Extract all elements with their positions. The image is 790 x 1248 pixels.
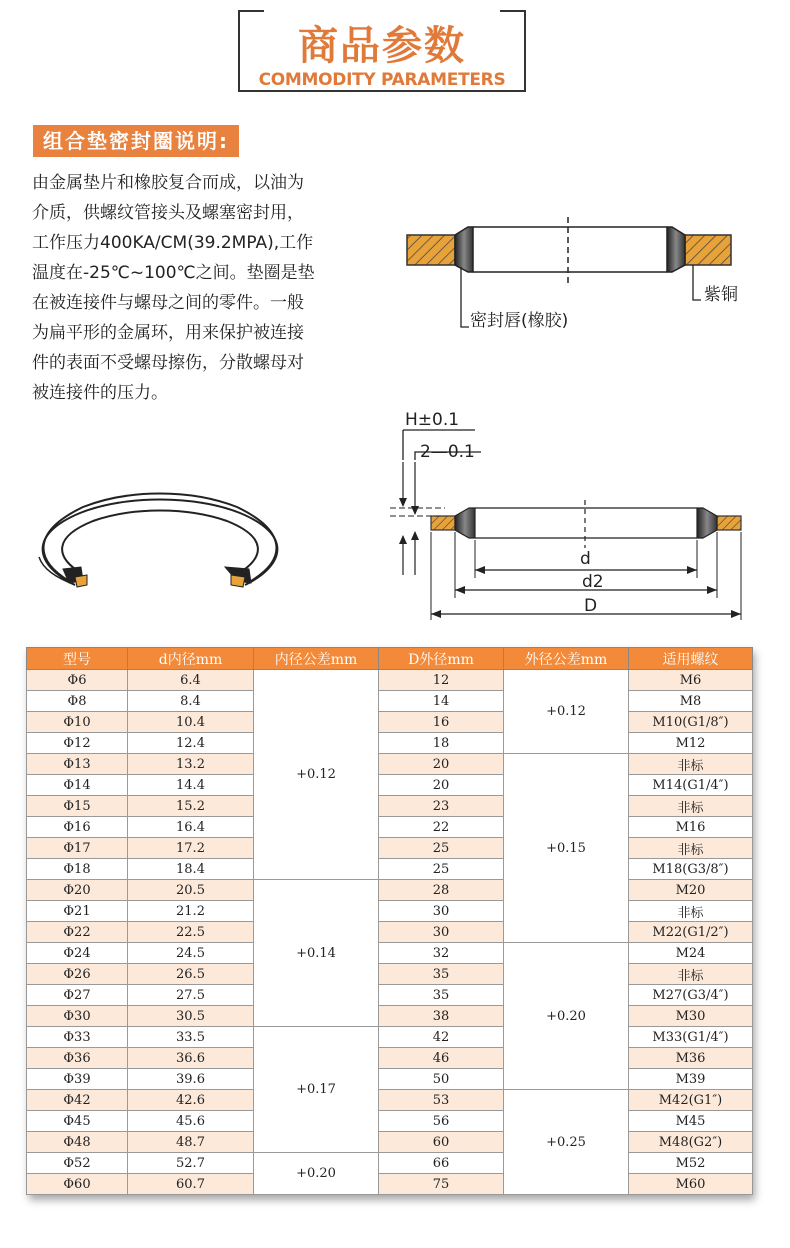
- cell-model: Φ15: [27, 796, 128, 817]
- cell-inner-diameter: 42.6: [128, 1090, 254, 1111]
- page-title: 商品参数: [298, 23, 466, 69]
- cell-outer-diameter: 28: [379, 880, 504, 901]
- table-row: [27, 985, 753, 1006]
- table-row: [27, 1006, 753, 1027]
- cell-inner-diameter: 14.4: [128, 775, 254, 796]
- cell-inner-diameter: 22.5: [128, 922, 254, 943]
- cell-thread: 非标: [629, 754, 753, 775]
- cell-inner-diameter: 10.4: [128, 712, 254, 733]
- cell-inner-diameter: 52.7: [128, 1153, 254, 1174]
- table-row: [27, 670, 753, 691]
- cell-outer-diameter: 18: [379, 733, 504, 754]
- cell-model: Φ30: [27, 1006, 128, 1027]
- page-header: [238, 10, 526, 92]
- cell-thread: M48(G2″): [629, 1132, 753, 1153]
- table-row: [27, 796, 753, 817]
- cell-outer-diameter: 25: [379, 838, 504, 859]
- cell-outer-diameter: 30: [379, 901, 504, 922]
- cell-thread: M20: [629, 880, 753, 901]
- cell-inner-diameter: 13.2: [128, 754, 254, 775]
- cell-outer-diameter: 50: [379, 1069, 504, 1090]
- cell-outer-diameter: 46: [379, 1048, 504, 1069]
- cell-outer-diameter: 23: [379, 796, 504, 817]
- cell-thread: M14(G1/4″): [629, 775, 753, 796]
- cross-section-diagram: [395, 205, 755, 340]
- cell-inner-diameter: 15.2: [128, 796, 254, 817]
- cell-inner-tolerance: +0.17: [254, 1027, 379, 1153]
- cell-inner-diameter: 21.2: [128, 901, 254, 922]
- cell-inner-diameter: 18.4: [128, 859, 254, 880]
- table-row: [27, 712, 753, 733]
- copper-left: [407, 235, 455, 265]
- cell-thread: M42(G1″): [629, 1090, 753, 1111]
- cell-model: Φ24: [27, 943, 128, 964]
- col-header-model: 型号: [27, 648, 128, 670]
- description-line: 为扁平形的金属环，用来保护被连接: [32, 323, 304, 343]
- cell-model: Φ45: [27, 1111, 128, 1132]
- cell-model: Φ22: [27, 922, 128, 943]
- table-row: [27, 1174, 753, 1195]
- cell-thread: M33(G1/4″): [629, 1027, 753, 1048]
- cell-outer-diameter: 12: [379, 670, 504, 691]
- cell-thread: M24: [629, 943, 753, 964]
- table-row: [27, 1027, 753, 1048]
- table-row: [27, 1111, 753, 1132]
- rubber-lip-left: [455, 227, 473, 272]
- cell-thread: M36: [629, 1048, 753, 1069]
- copper-label: 紫铜: [704, 285, 738, 305]
- cell-outer-diameter: 56: [379, 1111, 504, 1132]
- cell-thread: M18(G3/8″): [629, 859, 753, 880]
- description: [32, 168, 360, 408]
- cell-inner-diameter: 45.6: [128, 1111, 254, 1132]
- table-row: [27, 964, 753, 985]
- cell-outer-diameter: 25: [379, 859, 504, 880]
- cell-inner-diameter: 24.5: [128, 943, 254, 964]
- cell-outer-diameter: 30: [379, 922, 504, 943]
- cell-model: Φ52: [27, 1153, 128, 1174]
- table-header-row: [27, 648, 753, 670]
- cell-model: Φ18: [27, 859, 128, 880]
- cell-thread: M8: [629, 691, 753, 712]
- cell-inner-tolerance: +0.14: [254, 880, 379, 1027]
- cell-outer-diameter: 75: [379, 1174, 504, 1195]
- table-row: [27, 838, 753, 859]
- table-row: [27, 943, 753, 964]
- cell-inner-diameter: 8.4: [128, 691, 254, 712]
- cell-thread: M12: [629, 733, 753, 754]
- cell-thread: M60: [629, 1174, 753, 1195]
- cell-outer-diameter: 16: [379, 712, 504, 733]
- table-row: [27, 1048, 753, 1069]
- cell-outer-diameter: 66: [379, 1153, 504, 1174]
- cell-model: Φ12: [27, 733, 128, 754]
- cell-thread: M6: [629, 670, 753, 691]
- dim-2-label: 2—0.1: [420, 442, 475, 462]
- dim-h-label: H±0.1: [405, 410, 460, 430]
- cell-model: Φ39: [27, 1069, 128, 1090]
- cell-inner-diameter: 17.2: [128, 838, 254, 859]
- cell-outer-diameter: 38: [379, 1006, 504, 1027]
- cell-thread: M39: [629, 1069, 753, 1090]
- table-row: [27, 817, 753, 838]
- table-row: [27, 901, 753, 922]
- cell-model: Φ8: [27, 691, 128, 712]
- cell-thread: M52: [629, 1153, 753, 1174]
- cell-model: Φ33: [27, 1027, 128, 1048]
- table-row: [27, 691, 753, 712]
- cell-thread: M16: [629, 817, 753, 838]
- table-row: [27, 1132, 753, 1153]
- cell-inner-diameter: 48.7: [128, 1132, 254, 1153]
- description-line: 介质，供螺纹管接头及螺塞密封用，: [32, 203, 304, 223]
- table-row: [27, 754, 753, 775]
- table-row: [27, 859, 753, 880]
- description-line: 件的表面不受螺母擦伤，分散螺母对: [32, 353, 304, 373]
- table-row: [27, 922, 753, 943]
- cell-thread: 非标: [629, 796, 753, 817]
- dim-d2-label: d2: [582, 572, 604, 592]
- cell-model: Φ21: [27, 901, 128, 922]
- col-header-inner-tolerance: 内径公差mm: [254, 648, 379, 670]
- description-line: 由金属垫片和橡胶复合而成，以油为: [32, 173, 304, 193]
- cell-outer-diameter: 20: [379, 754, 504, 775]
- cell-outer-tolerance: +0.15: [504, 754, 629, 943]
- cell-inner-diameter: 16.4: [128, 817, 254, 838]
- cell-model: Φ17: [27, 838, 128, 859]
- cell-inner-tolerance: +0.12: [254, 670, 379, 880]
- description-line: 温度在-25℃~100℃之间。垫圈是垫: [32, 263, 315, 283]
- cell-model: Φ14: [27, 775, 128, 796]
- cell-model: Φ42: [27, 1090, 128, 1111]
- description-line: 工作压力400KA/CM(39.2MPA),工作: [32, 233, 314, 253]
- cell-outer-tolerance: +0.12: [504, 670, 629, 754]
- cell-thread: M27(G3/4″): [629, 985, 753, 1006]
- cell-model: Φ20: [27, 880, 128, 901]
- cell-outer-diameter: 35: [379, 985, 504, 1006]
- copper-right: [685, 235, 731, 265]
- description-line: 被连接件的压力。: [32, 383, 168, 403]
- cell-outer-diameter: 42: [379, 1027, 504, 1048]
- cell-inner-diameter: 26.5: [128, 964, 254, 985]
- rubber-lip-right: [667, 227, 685, 272]
- table-row: [27, 1069, 753, 1090]
- cell-inner-diameter: 20.5: [128, 880, 254, 901]
- cell-inner-diameter: 36.6: [128, 1048, 254, 1069]
- cell-inner-diameter: 30.5: [128, 1006, 254, 1027]
- cell-outer-diameter: 14: [379, 691, 504, 712]
- col-header-inner-diameter: d内径mm: [128, 648, 254, 670]
- dim-D-label: D: [584, 596, 598, 616]
- ring-illustration: [25, 485, 295, 605]
- cell-inner-diameter: 39.6: [128, 1069, 254, 1090]
- cell-outer-diameter: 35: [379, 964, 504, 985]
- cell-inner-diameter: 33.5: [128, 1027, 254, 1048]
- section-title: 组合垫密封圈说明:: [33, 125, 239, 157]
- cell-inner-diameter: 27.5: [128, 985, 254, 1006]
- cell-outer-diameter: 53: [379, 1090, 504, 1111]
- table-row: [27, 880, 753, 901]
- cell-outer-diameter: 22: [379, 817, 504, 838]
- cell-inner-diameter: 60.7: [128, 1174, 254, 1195]
- dim-d-label: d: [580, 549, 591, 569]
- cell-thread: 非标: [629, 901, 753, 922]
- cell-outer-tolerance: +0.25: [504, 1090, 629, 1195]
- table-row: [27, 1153, 753, 1174]
- cell-model: Φ36: [27, 1048, 128, 1069]
- col-header-outer-diameter: D外径mm: [379, 648, 504, 670]
- lip-label: 密封唇(橡胶): [470, 311, 569, 331]
- cell-model: Φ26: [27, 964, 128, 985]
- cell-thread: M22(G1/2″): [629, 922, 753, 943]
- cell-thread: M30: [629, 1006, 753, 1027]
- cell-outer-tolerance: +0.20: [504, 943, 629, 1090]
- table-row: [27, 733, 753, 754]
- cell-outer-diameter: 60: [379, 1132, 504, 1153]
- cell-outer-diameter: 32: [379, 943, 504, 964]
- dimension-diagram: [385, 400, 755, 625]
- description-line: 在被连接件与螺母之间的零件。一般: [32, 293, 304, 313]
- cell-inner-tolerance: +0.20: [254, 1153, 379, 1195]
- col-header-outer-tolerance: 外径公差mm: [504, 648, 629, 670]
- cell-model: Φ13: [27, 754, 128, 775]
- cell-model: Φ16: [27, 817, 128, 838]
- cell-model: Φ48: [27, 1132, 128, 1153]
- cell-model: Φ27: [27, 985, 128, 1006]
- cell-thread: 非标: [629, 964, 753, 985]
- cell-inner-diameter: 12.4: [128, 733, 254, 754]
- cell-thread: 非标: [629, 838, 753, 859]
- cell-inner-diameter: 6.4: [128, 670, 254, 691]
- parameter-table: [26, 647, 752, 1195]
- cell-model: Φ6: [27, 670, 128, 691]
- cell-thread: M45: [629, 1111, 753, 1132]
- table-row: [27, 1090, 753, 1111]
- cell-model: Φ60: [27, 1174, 128, 1195]
- col-header-thread: 适用螺纹: [629, 648, 753, 670]
- cell-model: Φ10: [27, 712, 128, 733]
- cell-outer-diameter: 20: [379, 775, 504, 796]
- cell-thread: M10(G1/8″): [629, 712, 753, 733]
- page-subtitle: COMMODITY PARAMETERS: [258, 70, 506, 90]
- table-row: [27, 775, 753, 796]
